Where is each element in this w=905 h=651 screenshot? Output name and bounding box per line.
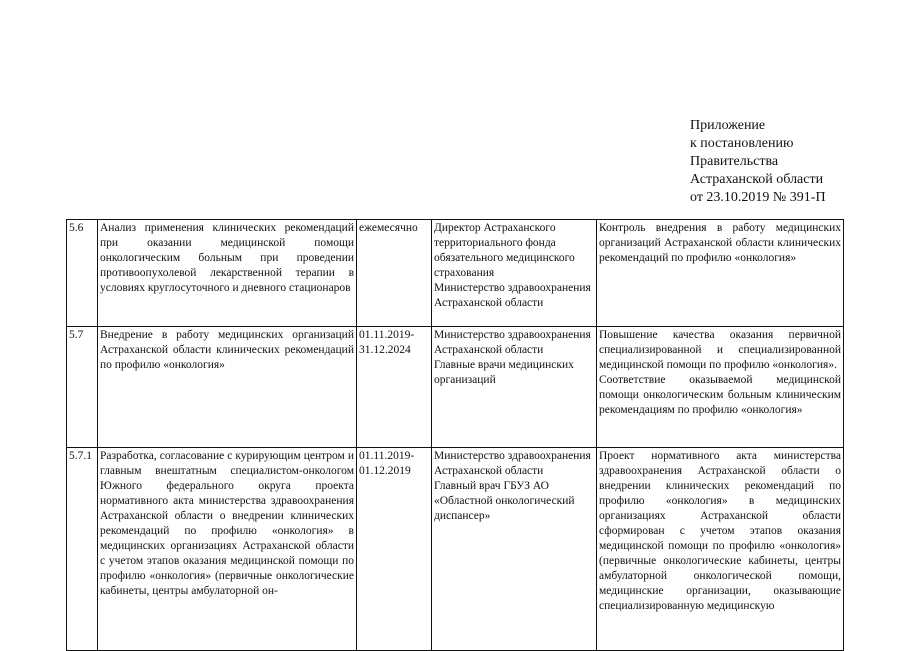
responsible-line: Министерство здравоохранения Астраханской области	[434, 329, 591, 356]
result-cell	[597, 448, 844, 651]
item-number: 5.7.1	[67, 448, 98, 651]
item-number: 5.6	[67, 220, 98, 327]
responsible-cell	[432, 327, 597, 448]
annex-header	[690, 117, 826, 207]
activity-cell: Анализ применения клинических рекомендаций при оказании медицинской помощи онкологическим больным при проведении противоопухолевой лекарственной терапии в условиях круглосуточного и дневного стационаров	[98, 220, 357, 327]
result-cell	[597, 220, 844, 327]
activity-cell: Разработка, согласование с курирующим центром и главным внештатным специалистом-онкологом Южного федерального округа проекта нормативного акта министерства здравоохранения Астраханской области о внедрении клинических рекомендаций по профилю «онкология» в медицинских организациях Астраханской области с учетом этапов оказания медицинской помощи по профилю «онкология» (первичные онкологические кабинеты, центры амбулаторной он-	[98, 448, 357, 651]
annex-line: Правительства	[690, 154, 779, 169]
result-paragraph: Повышение качества оказания первичной специализированной и специализированной медицинской помощи по профилю «онкология».	[599, 329, 841, 371]
responsible-cell	[432, 448, 597, 651]
responsible-line: Директор Астраханского территориального фонда обязательного медицинского страхования	[434, 222, 575, 279]
responsible-cell	[432, 220, 597, 327]
result-paragraph: Соответствие оказываемой медицинской помощи онкологическим больным клиническим рекомендациям по профилю «онкология»	[599, 374, 841, 416]
annex-line: к постановлению	[690, 136, 794, 151]
term-cell: 01.11.2019-01.12.2019	[357, 448, 432, 651]
result-paragraph: Контроль внедрения в работу медицинских организаций Астраханской области клинических рекомендаций по профилю «онкология»	[599, 222, 841, 264]
table-row	[67, 448, 844, 651]
annex-line: от 23.10.2019 № 391-П	[690, 190, 826, 205]
responsible-line: Министерство здравоохранения Астраханской области	[434, 450, 591, 477]
activity-cell: Внедрение в работу медицинских организаций Астраханской области клинических рекомендаций по профилю «онкология»	[98, 327, 357, 448]
annex-line: Астраханской области	[690, 172, 824, 187]
term-cell: 01.11.2019-31.12.2024	[357, 327, 432, 448]
action-plan-table	[66, 219, 844, 651]
responsible-line: Главный врач ГБУЗ АО «Областной онкологический диспансер»	[434, 480, 575, 522]
responsible-line: Министерство здравоохранения Астраханской области	[434, 282, 591, 309]
result-cell	[597, 327, 844, 448]
result-paragraph: Проект нормативного акта министерства здравоохранения Астраханской области о внедрении клинических рекомендаций по профилю «онкология» в медицинских организациях Астраханской области сформирован с учетом этапов оказания медицинской помощи по профилю «онкология» (первичные онкологические кабинеты, центры амбулаторной онкологической помощи, медицинские организации, оказывающие специализированную медицинскую	[599, 450, 841, 612]
item-number: 5.7	[67, 327, 98, 448]
responsible-line: Главные врачи медицинских организаций	[434, 359, 574, 386]
table-row	[67, 220, 844, 327]
table-row	[67, 327, 844, 448]
term-cell: ежемесячно	[357, 220, 432, 327]
annex-line: Приложение	[690, 118, 766, 133]
